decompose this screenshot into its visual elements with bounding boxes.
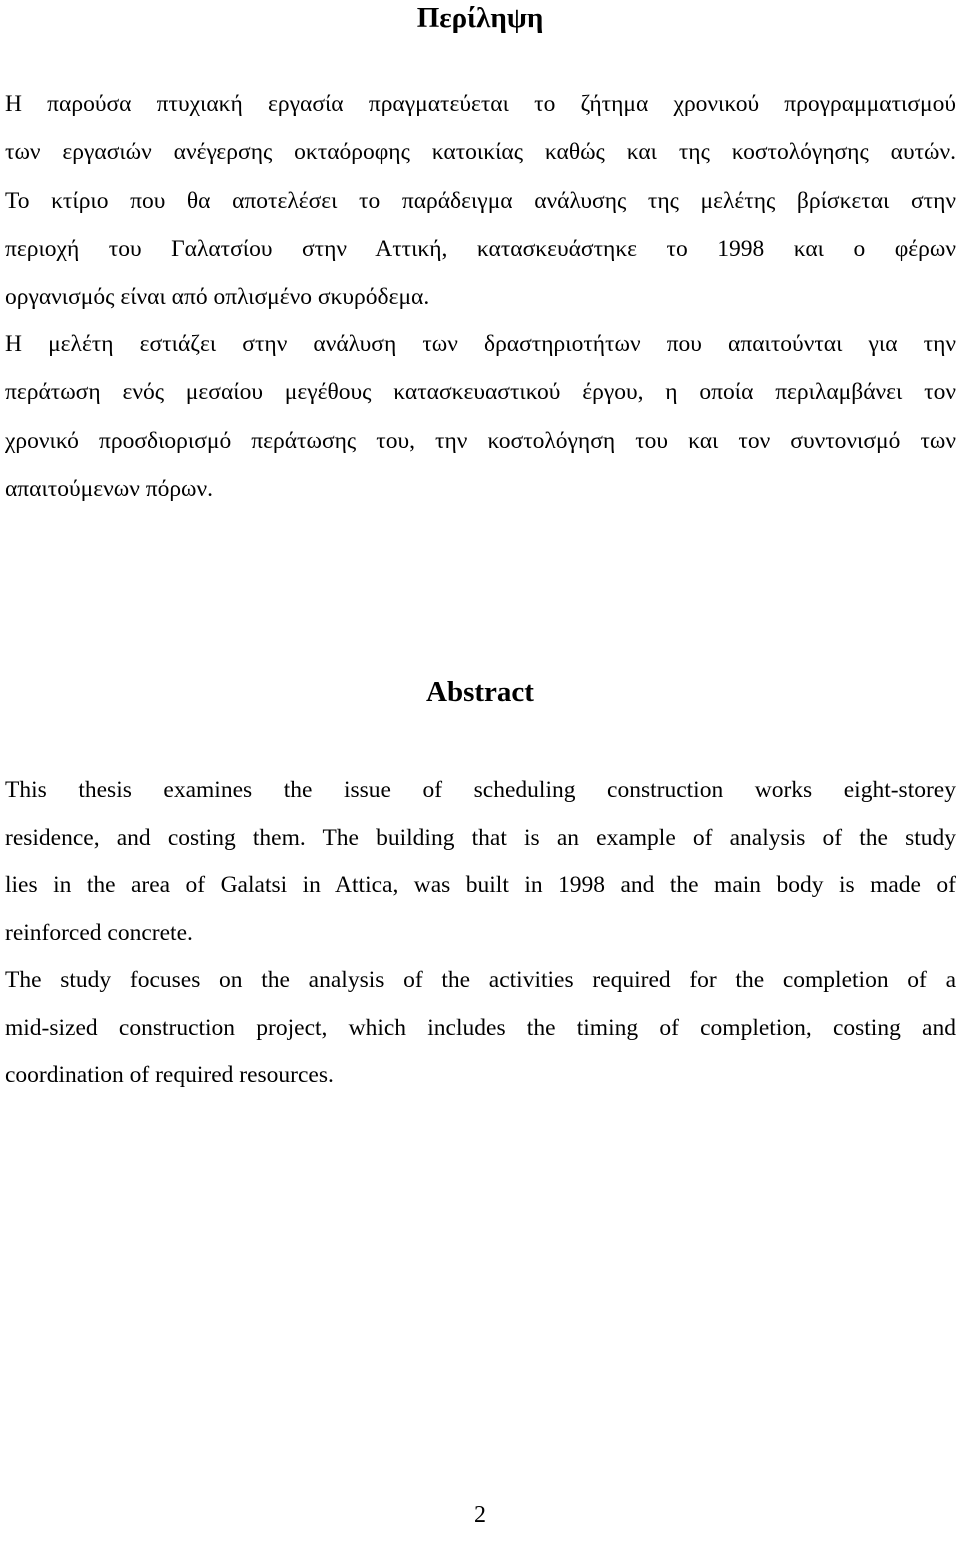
text-line: των εργασιών ανέγερσης οκταόροφης κατοικίας καθώς και της κοστολόγησης αυτών. <box>5 139 956 166</box>
english-abstract-heading: Abstract <box>426 676 534 708</box>
greek-paragraph-1 <box>5 80 956 321</box>
text-line: This thesis examines the issue of scheduling construction works eight-storey <box>5 777 956 803</box>
greek-paragraph-2 <box>5 320 956 513</box>
text-line: περάτωση ενός μεσαίου μεγέθους κατασκευαστικού έργου, η οποία περιλαμβάνει τον <box>5 379 956 406</box>
text-line: Το κτίριο που θα αποτελέσει το παράδειγμα ανάλυσης της μελέτης βρίσκεται στην <box>5 187 956 214</box>
text-line: περιοχή του Γαλατσίου στην Αττική, κατασκευάστηκε το 1998 και ο φέρων <box>5 235 956 262</box>
text-line: Η μελέτη εστιάζει στην ανάλυση των δραστηριοτήτων που απαιτούνται για την <box>5 331 956 357</box>
greek-abstract-heading: Περίληψη <box>416 2 544 34</box>
text-line: απαιτούμενων πόρων. <box>5 475 214 502</box>
text-line: The study focuses on the analysis of the activities required for the completion of a <box>5 967 956 993</box>
text-line: χρονικό προσδιορισμό περάτωσης του, την κοστολόγηση του και τον συντονισμό των <box>5 427 956 454</box>
text-line: lies in the area of Galatsi in Attica, was built in 1998 and the main body is made of <box>5 872 956 898</box>
text-line: οργανισμός είναι από οπλισμένο σκυρόδεμα. <box>5 284 430 311</box>
english-paragraph-1 <box>5 767 956 957</box>
text-line: coordination of required resources. <box>5 1062 334 1088</box>
text-line: mid-sized construction project, which includes the timing of completion, costing and <box>5 1014 956 1041</box>
page-number: 2 <box>474 1502 486 1528</box>
text-line: reinforced concrete. <box>5 919 193 946</box>
english-paragraph-2 <box>5 957 956 1100</box>
text-line: Η παρούσα πτυχιακή εργασία πραγματεύεται το ζήτημα χρονικού προγραμματισμού <box>5 91 956 117</box>
text-line: residence, and costing them. The building that is an example of analysis of the study <box>5 824 956 851</box>
